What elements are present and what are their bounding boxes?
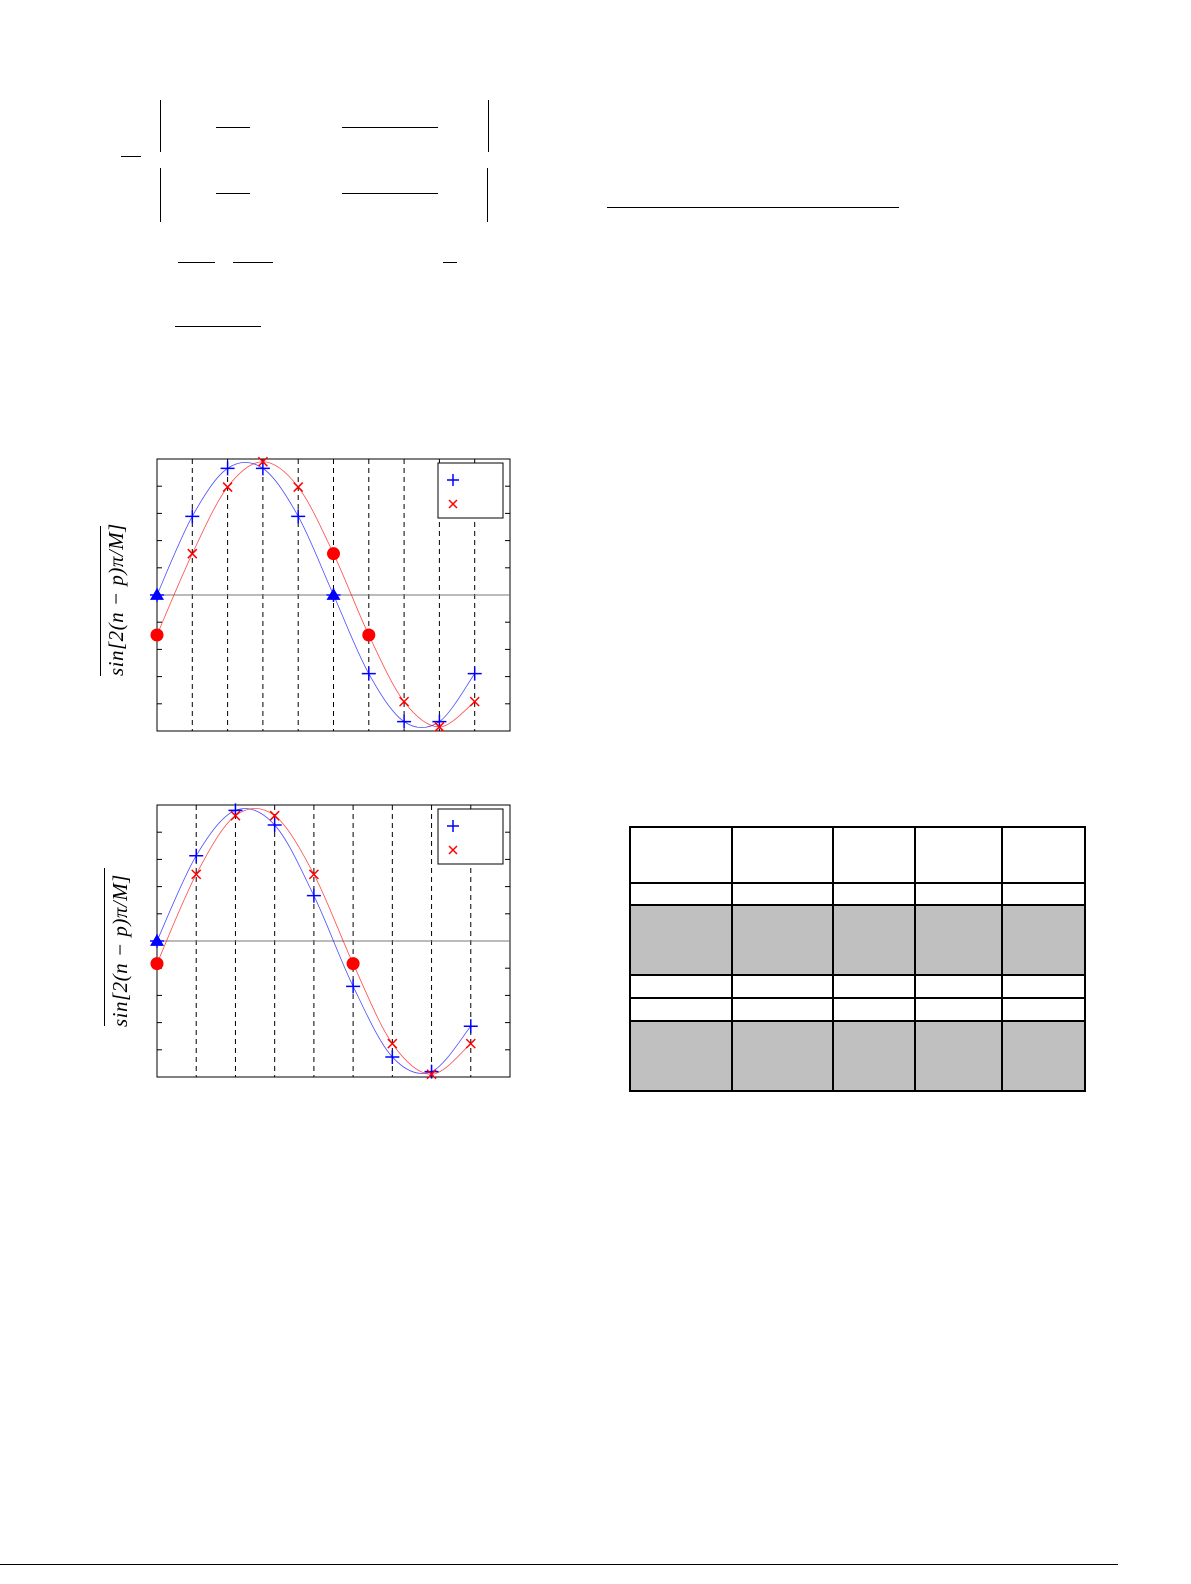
table-cell [1002,883,1085,905]
table-cell [1002,905,1085,975]
fraction-bar [175,326,261,327]
fraction-bar [216,193,250,194]
table-cell [630,827,732,883]
table-cell [732,975,833,998]
y-axis-label: sin[2(n − p)π/M] [108,874,132,1027]
table-cell [915,905,1002,975]
fraction-bar [233,262,273,263]
table-row [630,998,1085,1021]
table-cell [915,998,1002,1021]
highlight-circle [347,957,360,970]
highlight-circle [327,547,340,560]
fraction-bar [342,193,438,194]
footer-rule [0,1564,1118,1565]
table-cell [833,883,915,905]
table-cell [915,883,1002,905]
table-cell [833,1021,915,1091]
table-cell [1002,1021,1085,1091]
determinant-bar [488,100,489,152]
chart-1-plot [150,452,520,742]
determinant-bar [487,168,488,222]
highlight-circle [151,628,164,641]
legend-box [438,809,503,864]
determinant-bar [160,168,161,222]
table-cell [732,883,833,905]
table-row [630,827,1085,883]
table-cell [1002,998,1085,1021]
table-row [630,1021,1085,1091]
fraction-bar [443,262,457,263]
fraction-bar [178,262,215,263]
determinant-bar [160,100,161,152]
chart-2-plot [150,798,520,1088]
table-cell [1002,975,1085,998]
table-row [630,905,1085,975]
table-cell [833,998,915,1021]
data-table [629,826,1086,1092]
fraction-bar [121,156,141,157]
table-cell [915,1021,1002,1091]
table-row [630,975,1085,998]
table-cell [732,1021,833,1091]
table-cell [630,998,732,1021]
label-overline [104,868,105,1026]
fraction-bar [607,207,899,208]
table-cell [833,827,915,883]
label-overline [100,526,101,676]
fraction-bar [342,127,438,128]
table-cell [732,998,833,1021]
table-cell [630,905,732,975]
fraction-bar [216,127,250,128]
highlight-circle [151,957,164,970]
table-cell [732,827,833,883]
table-row [630,883,1085,905]
table-cell [915,975,1002,998]
legend-box [438,463,503,518]
table-cell [833,975,915,998]
table-cell [630,1021,732,1091]
table-cell [1002,827,1085,883]
highlight-circle [362,628,375,641]
y-axis-label: sin[2(n − p)π/M] [104,523,128,676]
table-cell [630,883,732,905]
table-cell [915,827,1002,883]
table-cell [833,905,915,975]
table-cell [630,975,732,998]
table-cell [732,905,833,975]
